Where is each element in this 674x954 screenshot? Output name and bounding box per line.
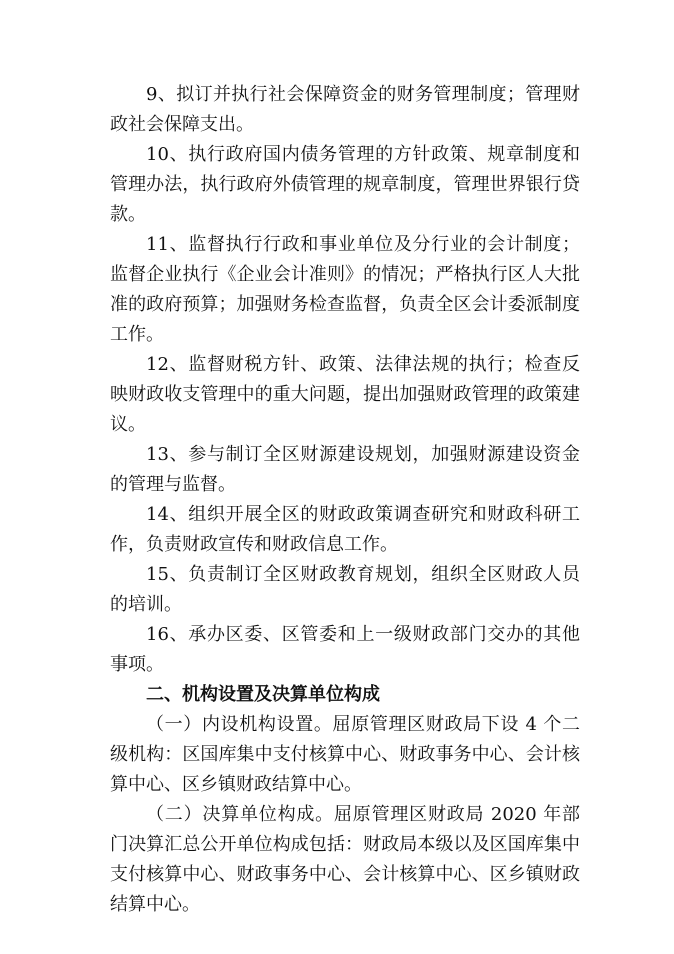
- paragraph-item-11: 11、监督执行行政和事业单位及分行业的会计制度；监督企业执行《企业会计准则》的情况；严格执行区人大批准的政府预算；加强财务检查监督，负责全区会计委派制度工作。: [110, 234, 580, 345]
- document-body: [110, 80, 580, 920]
- paragraph-item-14: 14、组织开展全区的财政政策调查研究和财政科研工作，负责财政宣传和财政信息工作。: [110, 504, 580, 555]
- section-paragraph-reporting-units: （二）决算单位构成。屈原管理区财政局 2020 年部门决算汇总公开单位构成包括：财政局本级以及区国库集中支付核算中心、财政事务中心、会计核算中心、区乡镇财政结算中心。: [110, 804, 580, 915]
- section-paragraph-internal-structure: （一）内设机构设置。屈原管理区财政局下设 4 个二级机构：区国库集中支付核算中心、财政事务中心、会计核算中心、区乡镇财政结算中心。: [110, 714, 580, 795]
- paragraph-item-10: 10、执行政府国内债务管理的方针政策、规章制度和管理办法，执行政府外债管理的规章制度，管理世界银行贷款。: [110, 144, 580, 225]
- paragraph-item-12: 12、监督财税方针、政策、法律法规的执行；检查反映财政收支管理中的重大问题，提出加强财政管理的政策建议。: [110, 354, 580, 435]
- section-heading: 二、机构设置及决算单位构成: [146, 684, 380, 705]
- paragraph-item-9: 9、拟订并执行社会保障资金的财务管理制度；管理财政社会保障支出。: [110, 84, 580, 135]
- paragraph-item-15: 15、负责制订全区财政教育规划，组织全区财政人员的培训。: [110, 564, 580, 615]
- paragraph-item-13: 13、参与制订全区财源建设规划，加强财源建设资金的管理与监督。: [110, 444, 580, 495]
- paragraph-item-16: 16、承办区委、区管委和上一级财政部门交办的其他事项。: [110, 624, 580, 675]
